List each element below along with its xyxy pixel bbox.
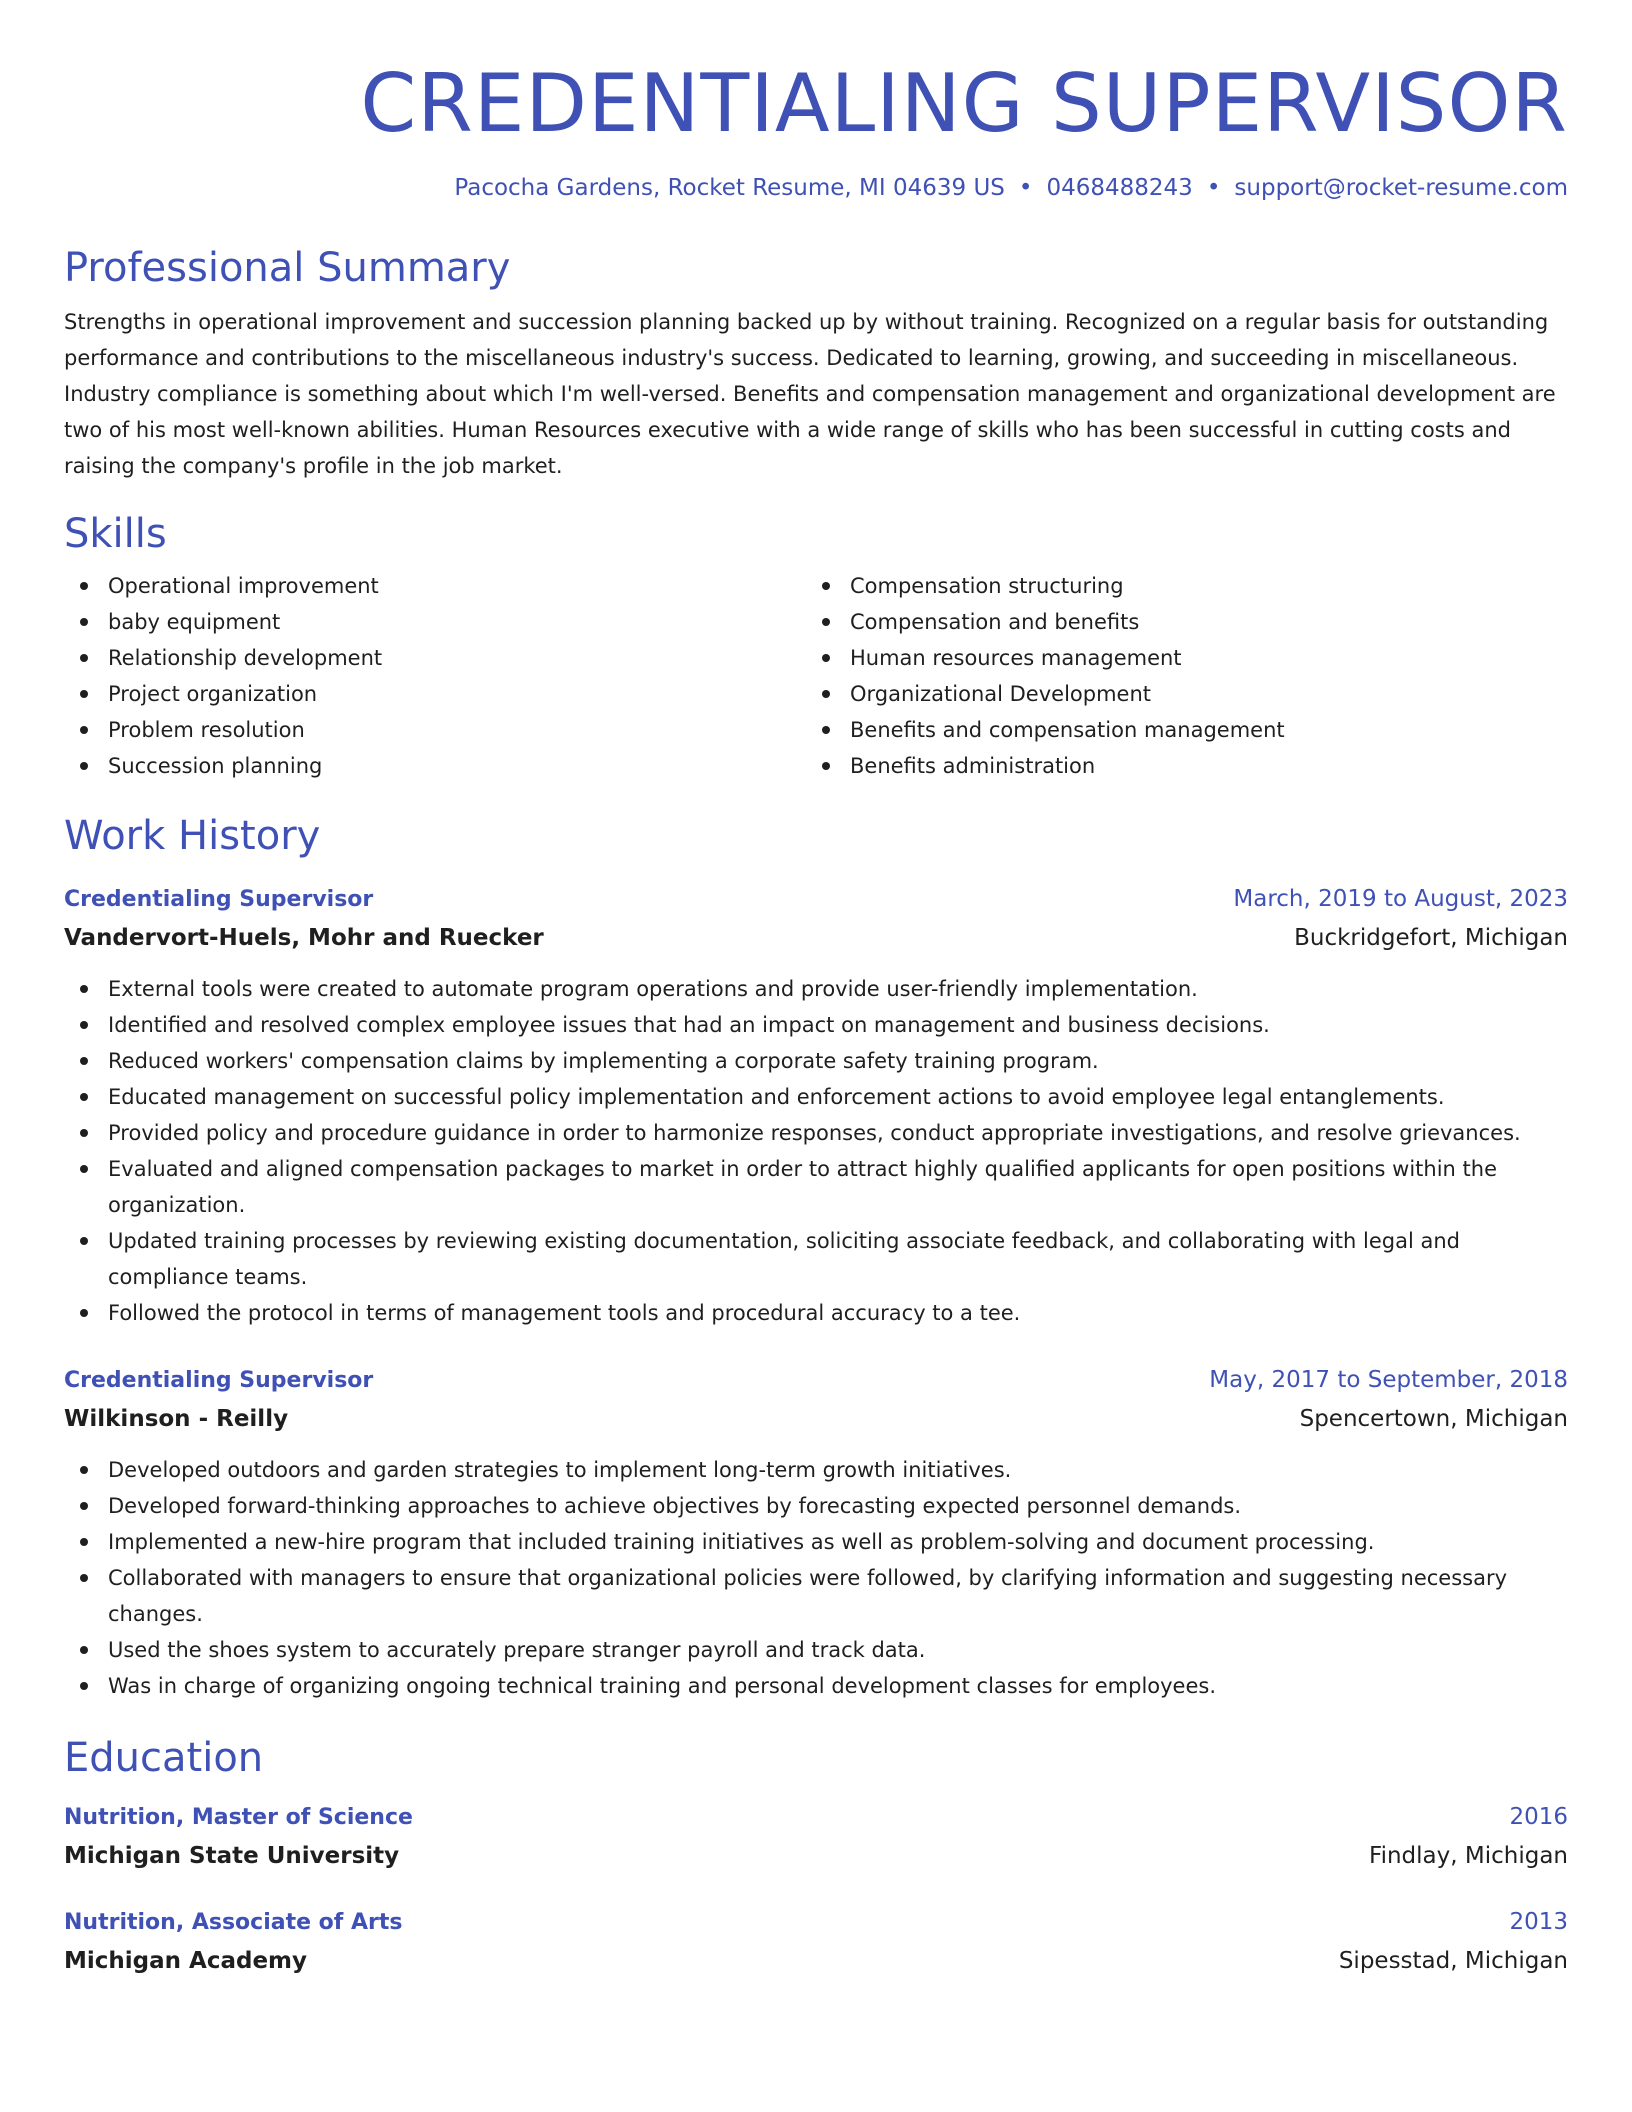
job-bullet: Developed outdoors and garden strategies to implement long-term growth initiatives. xyxy=(64,1452,1568,1488)
job-bullet: Implemented a new-hire program that included training initiatives as well as problem-solving and document processing. xyxy=(64,1524,1568,1560)
job-role: Credentialing Supervisor xyxy=(64,1368,374,1393)
skills-column-right xyxy=(806,568,1548,784)
education-location: Sipesstad, Michigan xyxy=(1338,1948,1568,1974)
skill-item: Operational improvement xyxy=(64,568,806,604)
education-school-row xyxy=(64,1837,1568,1875)
job-location: Spencertown, Michigan xyxy=(1299,1406,1568,1432)
contact-email[interactable]: support@rocket-resume.com xyxy=(1234,175,1568,201)
skill-item: Succession planning xyxy=(64,748,806,784)
job-header-row xyxy=(64,880,1568,919)
job-company: Vandervort-Huels, Mohr and Ruecker xyxy=(64,925,544,951)
job-bullet: Was in charge of organizing ongoing technical training and personal development classes for employees. xyxy=(64,1668,1568,1704)
education-degree: Nutrition, Master of Science xyxy=(64,1805,413,1830)
job-company: Wilkinson - Reilly xyxy=(64,1406,289,1432)
contact-address: Pacocha Gardens, Rocket Resume, MI 04639 US xyxy=(454,175,1005,201)
contact-line xyxy=(64,172,1568,204)
job-dates: March, 2019 to August, 2023 xyxy=(1233,886,1568,912)
skill-item: Project organization xyxy=(64,676,806,712)
job-bullet: Educated management on successful policy implementation and enforcement actions to avoid employee legal entanglements. xyxy=(64,1079,1568,1115)
education-header-row xyxy=(64,1798,1568,1837)
education-year: 2016 xyxy=(1509,1804,1568,1830)
education-header-row xyxy=(64,1903,1568,1942)
education-school: Michigan State University xyxy=(64,1843,400,1869)
education-entry xyxy=(64,1798,1568,1875)
job-entry xyxy=(64,880,1568,1331)
job-entry xyxy=(64,1361,1568,1704)
skill-item: Organizational Development xyxy=(806,676,1548,712)
skill-item: Benefits and compensation management xyxy=(806,712,1548,748)
summary-text: Strengths in operational improvement and succession planning backed up by without training. Recognized on a regular basis for outstanding performance and contributions to the miscellaneous industry's success. Dedicated to learning, growing, and succeeding in miscellaneous. Industry compliance is something about which I'm well-versed. Benefits and compensation management and organizational development are two of his most well-known abilities. Human Resources executive with a wide range of skills who has been successful in cutting costs and raising the company's profile in the job market. xyxy=(64,310,1556,478)
job-bullet: Reduced workers' compensation claims by implementing a corporate safety training program. xyxy=(64,1043,1568,1079)
job-bullet: Evaluated and aligned compensation packages to market in order to attract highly qualified applicants for open positions within the organization. xyxy=(64,1151,1568,1223)
job-bullets xyxy=(64,1452,1568,1704)
resume-page xyxy=(64,56,1568,1980)
job-bullet: Provided policy and procedure guidance in order to harmonize responses, conduct appropriate investigations, and resolve grievances. xyxy=(64,1115,1568,1151)
job-bullet: Followed the protocol in terms of management tools and procedural accuracy to a tee. xyxy=(64,1295,1568,1331)
skill-item: baby equipment xyxy=(64,604,806,640)
job-bullet: Identified and resolved complex employee issues that had an impact on management and business decisions. xyxy=(64,1007,1568,1043)
job-bullet: Collaborated with managers to ensure that organizational policies were followed, by clarifying information and suggesting necessary changes. xyxy=(64,1560,1568,1632)
section-title-skills: Skills xyxy=(64,511,167,557)
job-bullets xyxy=(64,971,1568,1331)
job-bullet: Used the shoes system to accurately prepare stranger payroll and track data. xyxy=(64,1632,1568,1668)
skills-list xyxy=(64,568,1568,784)
skill-item: Human resources management xyxy=(806,640,1548,676)
job-bullet: External tools were created to automate program operations and provide user-friendly implementation. xyxy=(64,971,1568,1007)
job-location: Buckridgefort, Michigan xyxy=(1294,925,1568,951)
skill-item: Benefits administration xyxy=(806,748,1548,784)
candidate-title: CREDENTIALING SUPERVISOR xyxy=(360,57,1568,150)
skill-item: Problem resolution xyxy=(64,712,806,748)
job-company-row xyxy=(64,1400,1568,1438)
education-school-row xyxy=(64,1942,1568,1980)
contact-separator: • xyxy=(1206,175,1221,201)
contact-separator: • xyxy=(1018,175,1033,201)
skills-column-left xyxy=(64,568,806,784)
education-entry xyxy=(64,1903,1568,1980)
job-bullet: Developed forward-thinking approaches to achieve objectives by forecasting expected personnel demands. xyxy=(64,1488,1568,1524)
section-title-education: Education xyxy=(64,1735,264,1781)
education-location: Findlay, Michigan xyxy=(1369,1843,1568,1869)
job-header-row xyxy=(64,1361,1568,1400)
contact-phone: 0468488243 xyxy=(1046,175,1193,201)
skill-item: Relationship development xyxy=(64,640,806,676)
education-degree: Nutrition, Associate of Arts xyxy=(64,1910,403,1935)
section-title-work-history: Work History xyxy=(64,813,321,859)
education-year: 2013 xyxy=(1509,1909,1568,1935)
job-dates: May, 2017 to September, 2018 xyxy=(1209,1367,1568,1393)
skill-item: Compensation and benefits xyxy=(806,604,1548,640)
job-bullet: Updated training processes by reviewing existing documentation, soliciting associate feedback, and collaborating with legal and compliance teams. xyxy=(64,1223,1568,1295)
job-company-row xyxy=(64,919,1568,957)
education-school: Michigan Academy xyxy=(64,1948,308,1974)
job-role: Credentialing Supervisor xyxy=(64,887,374,912)
section-title-summary: Professional Summary xyxy=(64,245,511,291)
skill-item: Compensation structuring xyxy=(806,568,1548,604)
